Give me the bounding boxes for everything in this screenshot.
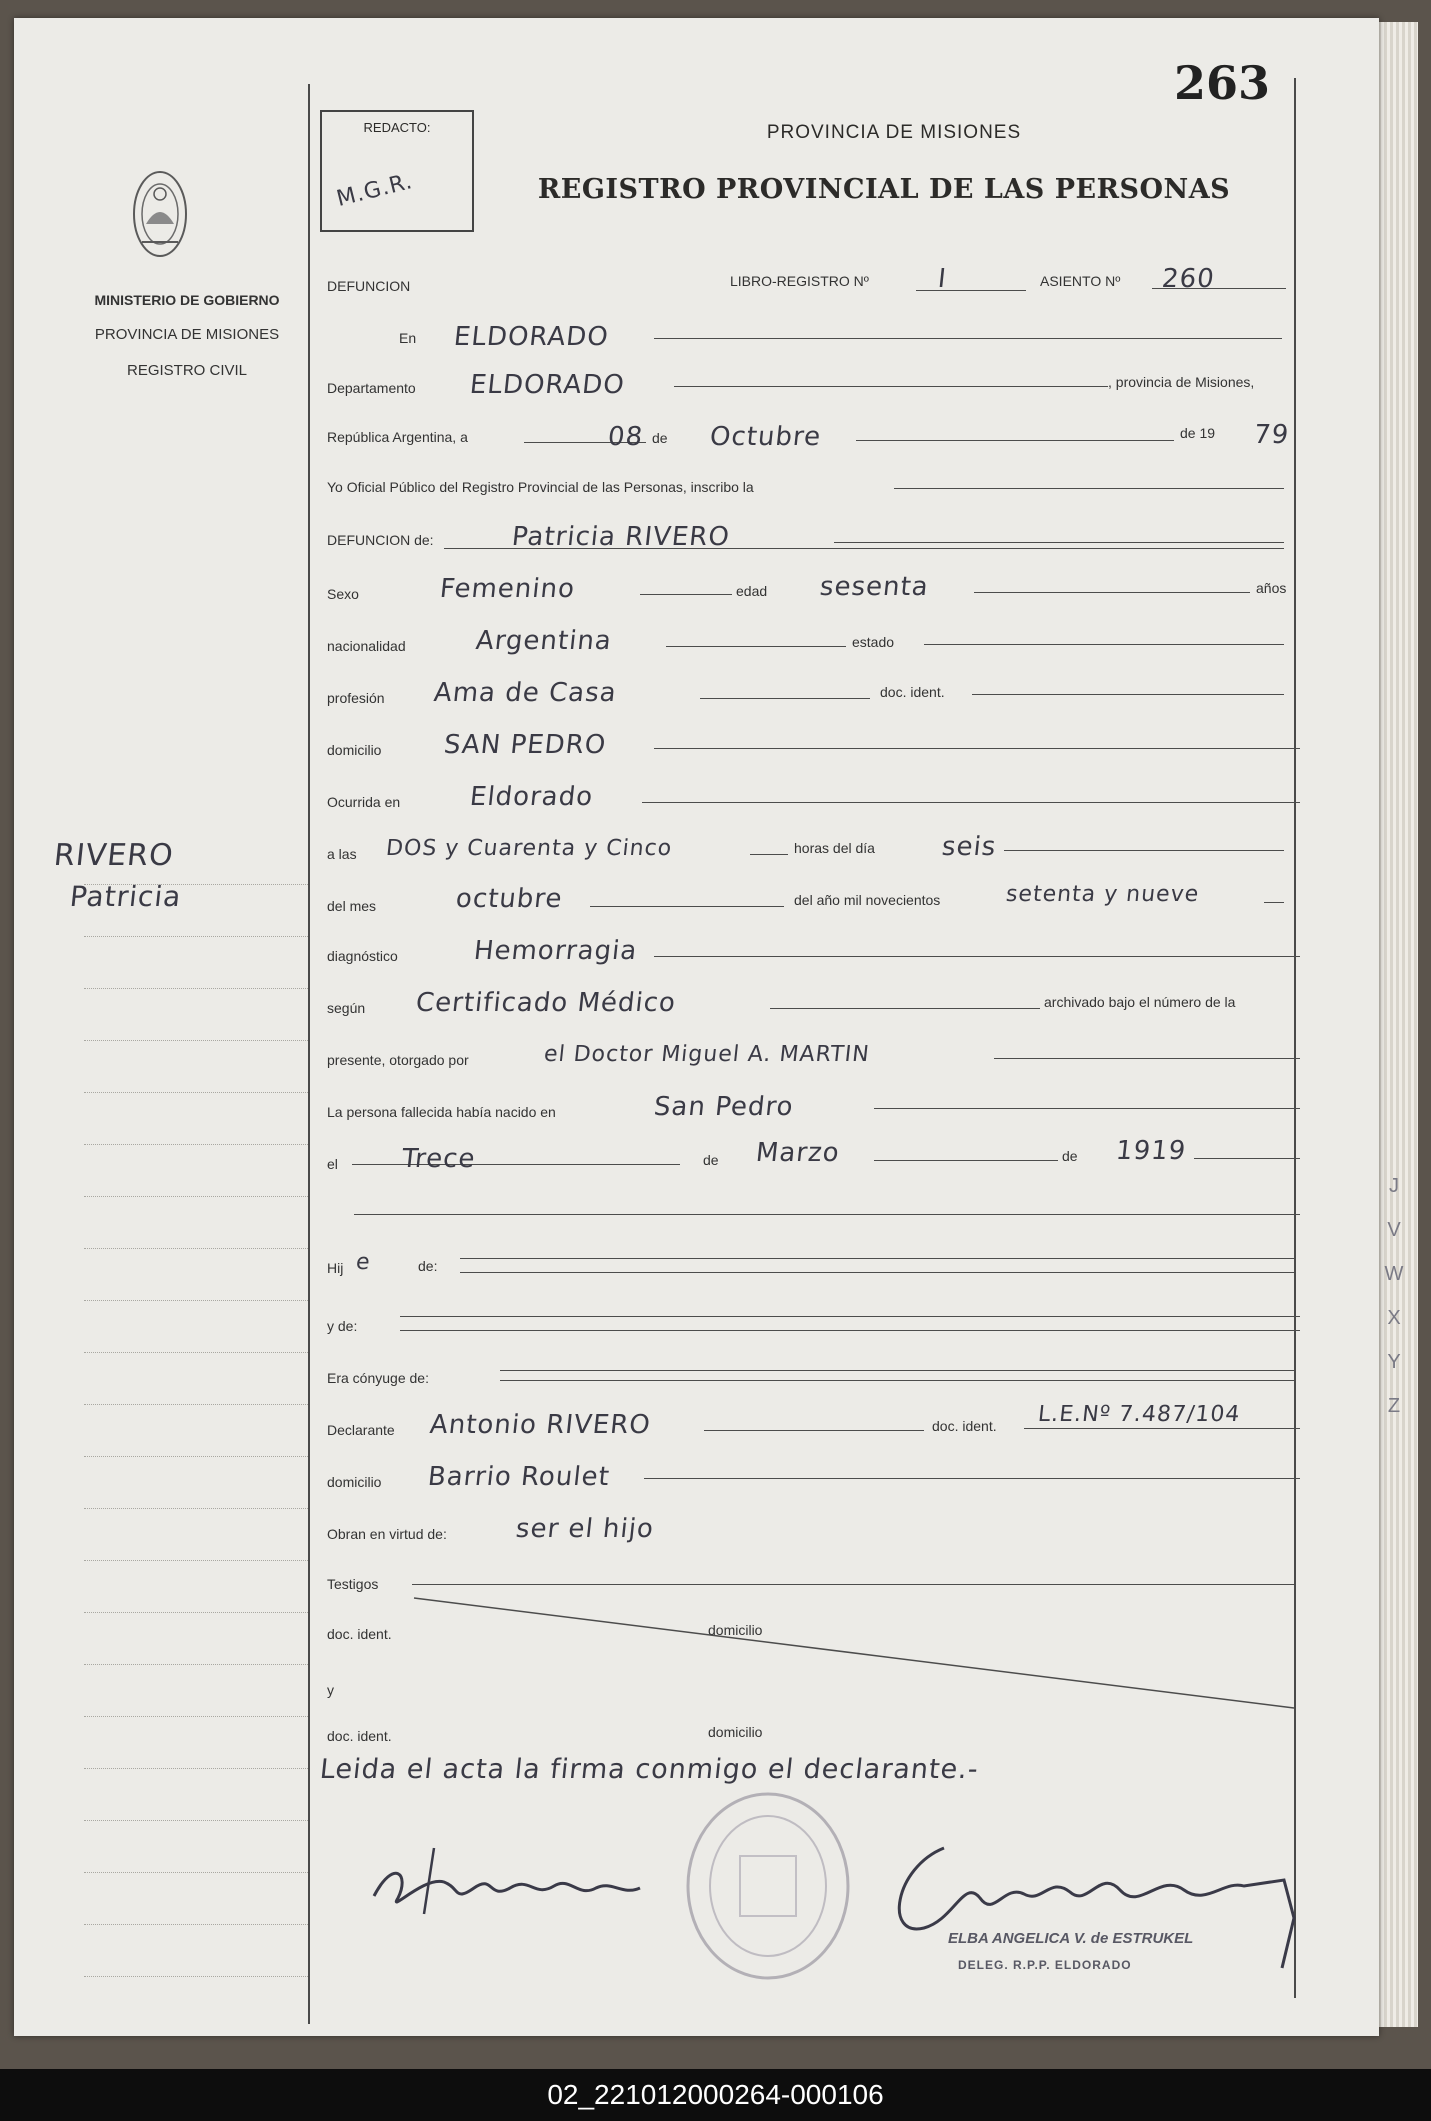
label-a-las: a las [327, 846, 357, 862]
label-yo-oficial: Yo Oficial Público del Registro Provincial de las Personas, inscribo la [327, 479, 754, 495]
label-anos: años [1256, 580, 1287, 596]
entry-lugar: ELDORADO [452, 322, 611, 352]
entry-hij-suffix: e [354, 1250, 372, 1275]
ministry-title: MINISTERIO DE GOBIERNO [94, 292, 280, 308]
label-declarante: Declarante [327, 1422, 395, 1438]
label-departamento: Departamento [327, 380, 416, 396]
entry-nombre: Patricia RIVERO [510, 522, 732, 552]
label-asiento: ASIENTO Nº [1040, 273, 1121, 289]
redacto-label: REDACTO: [363, 120, 431, 135]
entry-declarante-doc: L.E.Nº 7.487/104 [1036, 1402, 1242, 1427]
redacto-initials: M.G.R. [334, 168, 416, 213]
label-y-de: y de: [327, 1318, 358, 1334]
entry-nac-mes: Marzo [754, 1138, 842, 1168]
entry-domicilio: SAN PEDRO [442, 730, 608, 760]
label-segun: según [327, 1000, 366, 1016]
entry-mes: Octubre [708, 422, 823, 452]
label-en: En [399, 330, 417, 346]
label-ocurrida-en: Ocurrida en [327, 794, 401, 810]
edge-letter: V [1387, 1219, 1401, 1241]
label-domicilio-2: domicilio [327, 1474, 382, 1490]
officer-title: DELEG. R.P.P. ELDORADO [958, 1958, 1132, 1972]
left-registry: REGISTRO CIVIL [126, 362, 248, 379]
margin-note-name: Patricia [68, 880, 184, 913]
entry-hora: DOS y Cuarenta y Cinco [384, 836, 674, 861]
entry-edad: sesenta [818, 572, 931, 602]
label-de-year: de 19 [1180, 425, 1216, 441]
officer-signature [884, 1828, 1324, 1978]
label-defuncion-de: DEFUNCION de: [327, 532, 434, 548]
image-caption: 02_221012000264-000106 [0, 2069, 1431, 2121]
entry-dia: 08 [606, 422, 645, 452]
entry-cierre: Leida el acta la firma conmigo el declarante.- [318, 1754, 981, 1785]
label-domicilio: domicilio [327, 742, 382, 758]
label-del-mes: del mes [327, 898, 377, 914]
label-edad: edad [736, 583, 768, 599]
entry-nac-anio: 1919 [1114, 1136, 1188, 1166]
margin-note-surname: RIVERO [52, 838, 176, 873]
entry-anio: 79 [1252, 420, 1291, 450]
label-presente: presente, otorgado por [327, 1052, 469, 1068]
entry-nac-dia: Trece [400, 1144, 478, 1174]
declarant-signature [364, 1818, 654, 1928]
entry-ocurrida: Eldorado [468, 782, 595, 812]
page-number: 263 [1174, 56, 1271, 110]
label-de-anio: de [1062, 1148, 1078, 1164]
label-el: el [327, 1156, 338, 1172]
entry-dia-texto: seis [940, 832, 998, 862]
entry-departamento: ELDORADO [468, 370, 627, 400]
entry-declarante: Antonio RIVERO [428, 1410, 653, 1440]
label-republica: República Argentina, a [327, 429, 468, 445]
label-doc-ident: doc. ident. [880, 684, 945, 700]
edge-letter: Y [1387, 1351, 1401, 1373]
entry-sexo: Femenino [438, 574, 577, 604]
label-testigos: Testigos [327, 1576, 379, 1592]
registry-heading: REGISTRO PROVINCIAL DE LAS PERSONAS [537, 174, 1231, 205]
label-declarante-doc: doc. ident. [932, 1418, 997, 1434]
edge-letter: W [1384, 1263, 1404, 1285]
label-hij: Hij [327, 1260, 344, 1276]
entry-obran: ser el hijo [514, 1514, 656, 1544]
label-sexo: Sexo [327, 586, 359, 602]
label-testigo-y: y [327, 1682, 334, 1698]
official-stamp [678, 1786, 858, 1986]
label-libro: LIBRO-REGISTRO Nº [730, 273, 869, 289]
entry-otorgado: el Doctor Miguel A. MARTIN [542, 1042, 871, 1067]
label-testigo-dom-2: domicilio [708, 1724, 763, 1740]
label-nacido-en: La persona fallecida había nacido en [327, 1104, 556, 1120]
entry-asiento: 260 [1160, 264, 1217, 294]
label-profesion: profesión [327, 690, 385, 706]
entry-libro: I [936, 264, 949, 294]
label-provincia: , provincia de Misiones, [1108, 374, 1255, 390]
entry-mes-texto: octubre [454, 884, 565, 914]
label-del-ano: del año mil novecientos [794, 892, 941, 908]
label-de-mes: de [703, 1152, 719, 1168]
label-diagnostico: diagnóstico [327, 948, 398, 964]
entry-segun: Certificado Médico [414, 988, 678, 1018]
left-province: PROVINCIA DE MISIONES [94, 326, 280, 343]
edge-letter: Z [1387, 1395, 1401, 1417]
entry-nacido-en: San Pedro [652, 1092, 796, 1122]
entry-nacionalidad: Argentina [474, 626, 614, 656]
label-obran: Obran en virtud de: [327, 1526, 447, 1542]
label-testigo-dom-1: domicilio [708, 1622, 763, 1638]
label-horas-dia: horas del día [794, 840, 875, 856]
label-archivado: archivado bajo el número de la [1044, 994, 1236, 1010]
officer-name: ELBA ANGELICA V. de ESTRUKEL [948, 1930, 1194, 1947]
province-heading: PROVINCIA DE MISIONES [766, 122, 1022, 143]
register-page [14, 18, 1379, 2036]
entry-profesion: Ama de Casa [432, 678, 619, 708]
label-de: de [652, 430, 668, 446]
label-defuncion: DEFUNCION [327, 278, 411, 294]
entry-anio-texto: setenta y nueve [1004, 882, 1201, 907]
edge-index-letters [1374, 1175, 1414, 1439]
label-hij-de: de: [418, 1258, 438, 1274]
edge-letter: J [1389, 1175, 1399, 1197]
entry-diagnostico: Hemorragia [472, 936, 639, 966]
label-nacionalidad: nacionalidad [327, 638, 406, 654]
entry-declarante-dom: Barrio Roulet [426, 1462, 612, 1492]
testigos-strike-line [14, 18, 1379, 2036]
label-estado: estado [852, 634, 895, 650]
label-testigo-doc-1: doc. ident. [327, 1626, 392, 1642]
edge-letter: X [1387, 1307, 1401, 1329]
label-conyuge: Era cónyuge de: [327, 1370, 429, 1386]
label-testigo-doc-2: doc. ident. [327, 1728, 392, 1744]
